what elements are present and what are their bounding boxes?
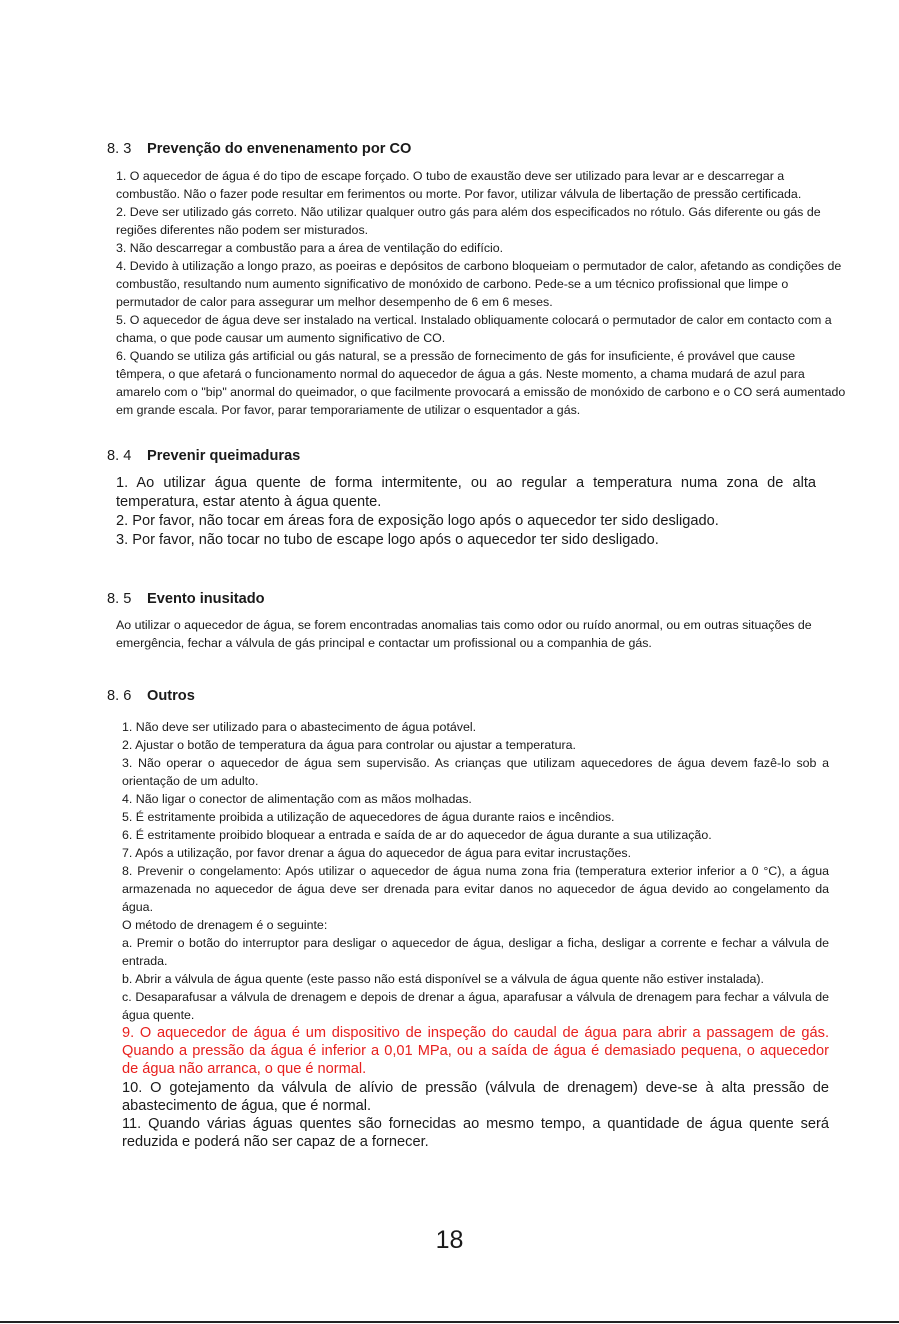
- section-title: Prevenir queimaduras: [147, 448, 301, 464]
- page-number: 18: [435, 1226, 464, 1254]
- list-item: 3. Não operar o aquecedor de água sem supervisão. As crianças que utilizam aquecedores de água devem fazê-lo sob a orientação de um adulto.: [122, 756, 829, 788]
- section-8-6-list: [122, 718, 829, 1151]
- list-item: 5. O aquecedor de água deve ser instalado na vertical. Instalado obliquamente colocará o permutador de calor em contacto com a chama, o que pode causar um aumento significativo de CO.: [116, 313, 832, 345]
- list-item: 11. Quando várias águas quentes são fornecidas ao mesmo tempo, a quantidade de água quente será reduzida e poderá não ser capaz de a fornecer.: [122, 1116, 829, 1151]
- list-item: 4. Não ligar o conector de alimentação com as mãos molhadas.: [122, 792, 472, 806]
- section-title: Prevenção do envenenamento por CO: [147, 141, 412, 157]
- paragraph: Ao utilizar o aquecedor de água, se forem encontradas anomalias tais como odor ou ruído anormal, ou em outras situações de emergência, fechar a válvula de gás principal e contactar um profissional ou a companhia de gás.: [116, 618, 812, 650]
- list-item: 3. Não descarregar a combustão para a área de ventilação do edifício.: [116, 241, 504, 255]
- section-title: Outros: [147, 688, 195, 704]
- list-item: 1. Não deve ser utilizado para o abastecimento de água potável.: [122, 720, 477, 734]
- section-8-6-heading: [107, 686, 195, 706]
- section-number: 8. 5: [107, 591, 132, 607]
- list-item: 1. O aquecedor de água é do tipo de escape forçado. O tubo de exaustão deve ser utilizado para levar ar e descarregar a combustão. Não o fazer pode resultar em ferimentos ou morte. Por favor, utilizar válvula de libertação de pressão certificada.: [116, 169, 802, 201]
- section-8-3-heading: [107, 139, 411, 159]
- section-title: Evento inusitado: [147, 591, 265, 607]
- list-item: 7. Após a utilização, por favor drenar a água do aquecedor de água para evitar incrustações.: [122, 846, 632, 860]
- list-item: 1. Ao utilizar água quente de forma intermitente, ou ao regular a temperatura numa zona de alta temperatura, estar atento à água quente.: [116, 475, 816, 510]
- section-8-4-list: [116, 474, 816, 550]
- list-item: c. Desaparafusar a válvula de drenagem e depois de drenar a água, aparafusar a válvula de drenagem para fechar a válvula de água quente.: [122, 990, 829, 1022]
- list-item: 2. Ajustar o botão de temperatura da água para controlar ou ajustar a temperatura.: [122, 738, 576, 752]
- list-item: 6. É estritamente proibido bloquear a entrada e saída de ar do aquecedor de água durante a sua utilização.: [122, 828, 712, 842]
- section-8-3-list: [116, 167, 846, 419]
- section-8-4-heading: [107, 446, 300, 466]
- list-item: 6. Quando se utiliza gás artificial ou gás natural, se a pressão de fornecimento de gás for insuficiente, é provável que cause têmpera, o que afetará o funcionamento normal do aquecedor de água a gás. Neste momento, a chama mudará de azul para amarelo com o "bip" anormal do queimador, o que facilmente provocará a emissão de monóxido de carbono e o CO será aumentado em grande escala. Por favor, parar temporariamente de utilizar o esquentador a gás.: [116, 349, 846, 417]
- list-item: a. Premir o botão do interruptor para desligar o aquecedor de água, desligar a ficha, desligar a corrente e fechar a válvula de entrada.: [122, 936, 829, 968]
- section-number: 8. 4: [107, 448, 132, 464]
- list-item: 3. Por favor, não tocar no tubo de escape logo após o aquecedor ter sido desligado.: [116, 532, 659, 548]
- list-item: 2. Deve ser utilizado gás correto. Não utilizar qualquer outro gás para além dos especificados no rótulo. Gás diferente ou gás de regiões diferentes não podem ser misturados.: [116, 205, 821, 237]
- bottom-rule: [0, 1321, 899, 1323]
- list-item: 8. Prevenir o congelamento: Após utilizar o aquecedor de água numa zona fria (temperatura exterior inferior a 0 °C), a água armazenada no aquecedor de água deve ser drenada para evitar danos no aquecedor de água devido ao congelamento da água.: [122, 864, 829, 914]
- section-8-5-text: [116, 616, 816, 652]
- section-number: 8. 3: [107, 141, 132, 157]
- section-number: 8. 6: [107, 688, 132, 704]
- section-8-5-heading: [107, 589, 265, 609]
- list-item: 10. O gotejamento da válvula de alívio de pressão (válvula de drenagem) deve-se à alta pressão de abastecimento de água, que é normal.: [122, 1079, 829, 1114]
- list-item: 2. Por favor, não tocar em áreas fora de exposição logo após o aquecedor ter sido desligado.: [116, 513, 719, 529]
- list-item: 4. Devido à utilização a longo prazo, as poeiras e depósitos de carbono bloqueiam o permutador de calor, afetando as condições de combustão, resultando num aumento significativo de monóxido de carbono. Pede-se a um técnico profissional que limpe o permutador de calor para assegurar um melhor desempenho de 6 em 6 meses.: [116, 259, 842, 309]
- list-item: b. Abrir a válvula de água quente (este passo não está disponível se a válvula de água quente não estiver instalada).: [122, 972, 764, 986]
- warning-notice: 9. O aquecedor de água é um dispositivo de inspeção do caudal de água para abrir a passagem de gás. Quando a pressão da água é inferior a 0,01 MPa, ou a saída de água é demasiado pequena, o aquecedor de água não arranca, o que é normal.: [122, 1025, 829, 1078]
- list-item: 5. É estritamente proibida a utilização de aquecedores de água durante raios e incêndios.: [122, 810, 615, 824]
- list-item: O método de drenagem é o seguinte:: [122, 918, 328, 932]
